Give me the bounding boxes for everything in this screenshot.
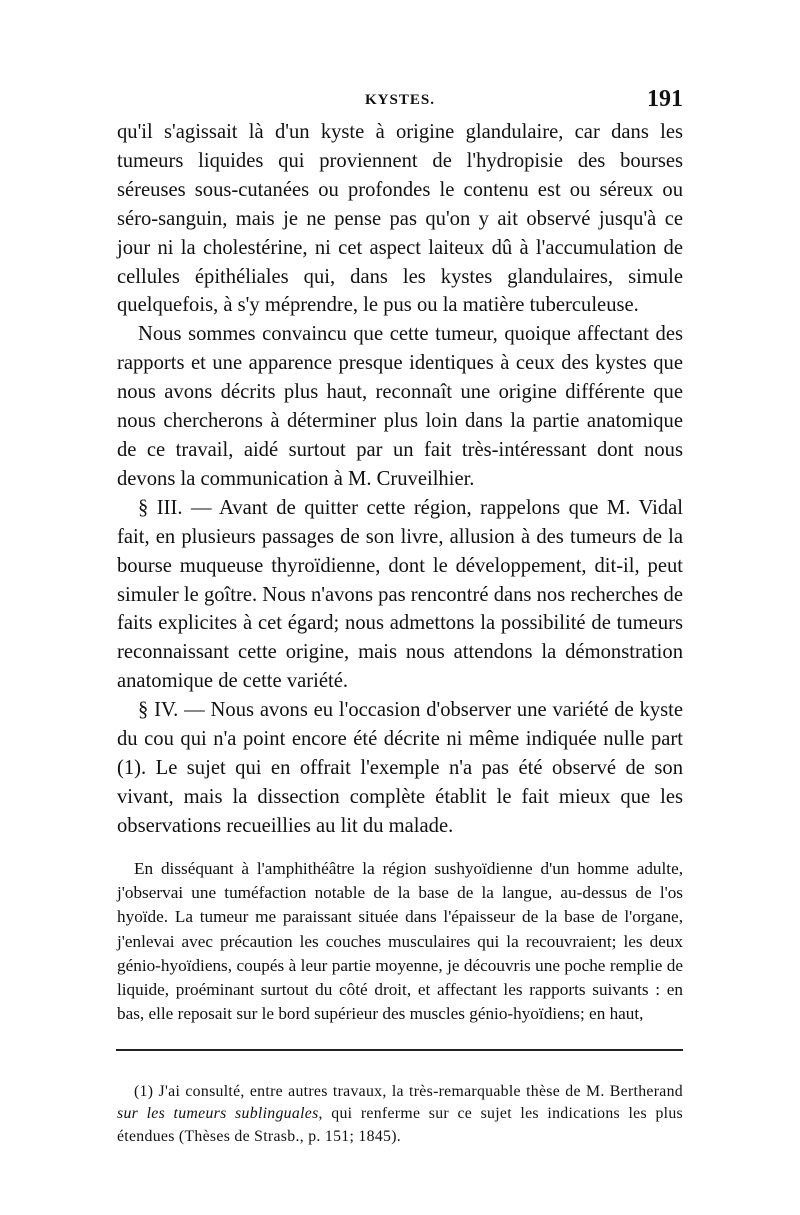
running-title: KYSTES.: [365, 92, 435, 108]
section-iv-paragraph: § IV. — Nous avons eu l'occasion d'observer une variété de kyste du cou qui n'a point encore été décrite ni même indiquée nulle part (1). Le sujet qui en offrait l'exemple n'a pas été observé de son vivant, mais la dissection complète établit le fait mieux que les observations recueillies au lit du malade.: [117, 699, 683, 837]
page-header: [117, 86, 683, 118]
book-page: [117, 86, 683, 1149]
paragraph-continuation: qu'il s'agissait là d'un kyste à origine glandulaire, car dans les tumeurs liquides qui proviennent de l'hydropisie des bourses séreuses sous-cutanées ou profondes le contenu est ou séreux ou séro-sanguin, mais je ne pense pas qu'on y ait observé jusqu'à ce jour ni la cholestérine, ni cet aspect laiteux dû à l'accumulation de cellules épithéliales qui, dans les kystes glandulaires, simule quelquefois, à s'y méprendre, le pus ou la matière tuberculeuse.: [117, 121, 683, 317]
page-number: 191: [647, 86, 683, 112]
footnote-text: [117, 1081, 683, 1149]
footnote-separator: [116, 1049, 683, 1051]
paragraph-cruveilhier: Nous sommes convaincu que cette tumeur, quoique affectant des rapports et une apparence presque identiques à ceux des kystes que nous avons décrits plus haut, reconnaît une origine différente que nous chercherons à déterminer plus loin dans la partie anatomique de ce travail, aidé surtout par un fait très-intéressant dont nous devons la communication à M. Cruveilhier.: [117, 323, 683, 490]
section-iii-paragraph: § III. — Avant de quitter cette région, rappelons que M. Vidal fait, en plusieurs passages de son livre, allusion à des tumeurs de la bourse muqueuse thyroïdienne, dont le développement, dit-il, peut simuler le goître. Nous n'avons pas rencontré dans nos recherches de faits explicites à cet égard; nous admettons la possibilité de tumeurs reconnaissant cette origine, mais nous attendons la démonstration anatomique de cette variété.: [117, 496, 683, 693]
case-observation: [117, 857, 683, 1027]
case-observation-text: En disséquant à l'amphithéâtre la région sushyoïdienne d'un homme adulte, j'observai une tuméfaction notable de la base de la langue, au-dessus de l'os hyoïde. La tumeur me paraissant située dans l'épaisseur de la base de l'organe, j'enlevai avec précaution les couches musculaires qui la recouvraient; les deux génio-hyoïdiens, coupés à leur partie moyenne, je découvris une poche remplie de liquide, proéminant surtout du côté droit, et affectant les rapports suivants : en bas, elle reposait sur le bord supérieur des muscles génio-hyoïdiens; en haut,: [117, 858, 683, 1024]
footnote-lead: (1) J'ai consulté, entre autres travaux, la très-remarquable thèse de M. Bertherand: [134, 1082, 683, 1100]
footnote-tail: , qui renferme sur ce sujet les indications les plus étendues (Thèses de Strasb., p. 151; 1845).: [117, 1105, 683, 1145]
footnote: [117, 1081, 683, 1149]
main-text: [117, 118, 683, 841]
footnote-title-italic: sur les tumeurs sublinguales: [117, 1105, 319, 1123]
